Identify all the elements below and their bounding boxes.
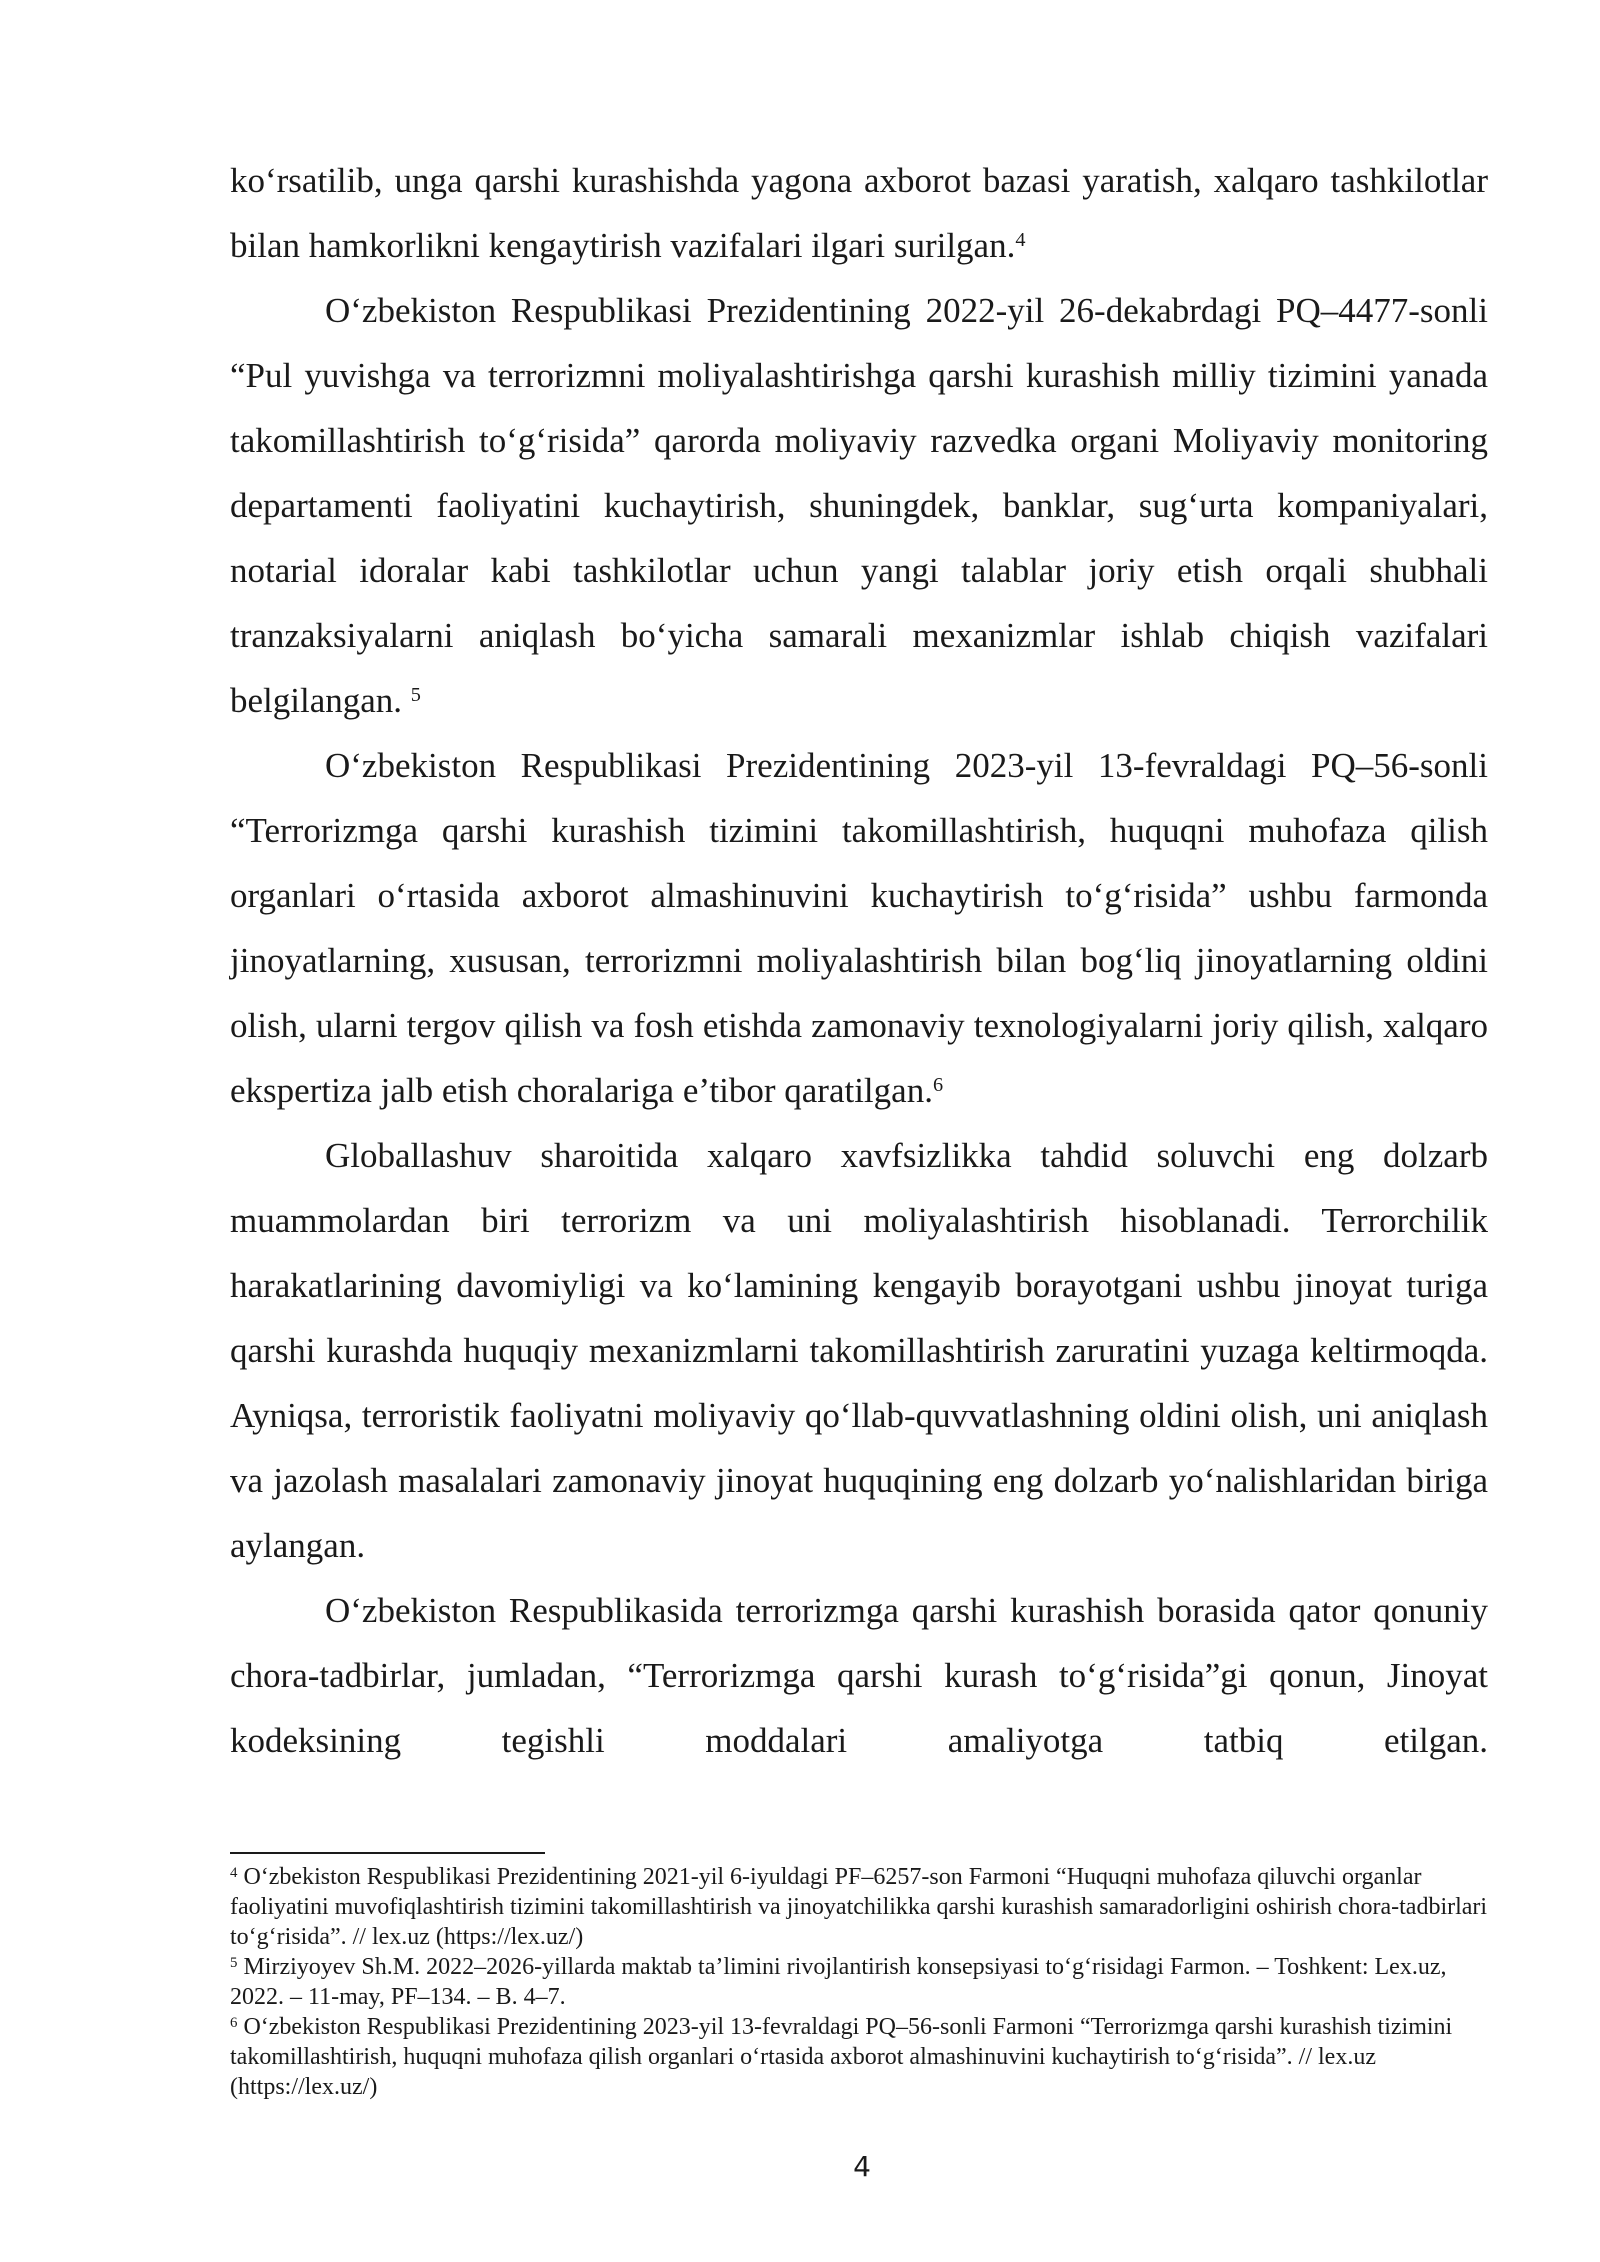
footnote-number: 5 xyxy=(230,1954,238,1971)
footnote-separator xyxy=(230,1852,545,1854)
footnote-text: O‘zbekiston Respublikasi Prezidentining 2023-yil 13-fevraldagi PQ–56-sonli Farmoni “Terrorizmga qarshi kurashish tizimini takomillashtirish, huquqni muhofaza qilish organlari o‘rtasida axborot almashinuvini kuchaytirish to‘g‘risida”. // lex.uz (https://lex.uz/) xyxy=(230,2014,1453,2100)
paragraph-5: O‘zbekiston Respublikasida terrorizmga qarshi kurashish borasida qator qonuniy chora-tadbirlar, jumladan, “Terrorizmga qarshi kurash to‘g‘risida”gi qonun, Jinoyat kodeksining tegishli moddalari amaliyotga tatbiq etilgan. xyxy=(230,1591,1488,1760)
footnote-5 xyxy=(230,1952,1488,2012)
footnote-text: Mirziyoyev Sh.M. 2022–2026-yillarda maktab ta’limini rivojlantirish konsepsiyasi to‘g‘risidagi Farmon. – Toshkent: Lex.uz, 2022. – 11-may, PF–134. – B. 4–7. xyxy=(230,1954,1447,2010)
footnote-4 xyxy=(230,1862,1488,1952)
footnotes xyxy=(230,1862,1488,2102)
paragraph-2: O‘zbekiston Respublikasi Prezidentining 2022-yil 26-dekabrdagi PQ–4477-sonli “Pul yuvishga va terrorizmni moliyalashtirishga qarshi kurashish milliy tizimini yanada takomillashtirish to‘g‘risida” qarorda moliyaviy razvedka organi Moliyaviy monitoring departamenti faoliyatini kuchaytirish, shuningdek, banklar, sug‘urta kompaniyalari, notarial idoralar kabi tashkilotlar uchun yangi talablar joriy etish orqali shubhali tranzaksiyalarni aniqlash bo‘yicha samarali mexanizmlar ishlab chiqish vazifalari belgilangan. $^5$ xyxy=(230,291,1488,720)
footnote-ref-4[interactable]: 4 xyxy=(1015,228,1026,251)
footnote-text: O‘zbekiston Respublikasi Prezidentining 2021-yil 6-iyuldagi PF–6257-son Farmoni “Huquqni muhofaza qiluvchi organlar faoliyatini muvofiqlashtirish tizimini takomillashtirish va jinoyatchilikka qarshi kurashish samaradorligini oshirish chora-tadbirlari to‘g‘risida”. // lex.uz (https://lex.uz/) xyxy=(230,1864,1488,1950)
paragraph-1: ko‘rsatilib, unga qarshi kurashishda yagona axborot bazasi yaratish, xalqaro tashkilotlar bilan hamkorlikni kengaytirish vazifalari ilgari surilgan.$^4$ xyxy=(230,161,1488,265)
paragraph-4: Globallashuv sharoitida xalqaro xavfsizlikka tahdid soluvchi eng dolzarb muammolardan biri terrorizm va uni moliyalashtirish hisoblanadi. Terrorchilik harakatlarining davomiyligi va ko‘lamining kengayib borayotgani ushbu jinoyat turiga qarshi kurashda huquqiy mexanizmlarni takomillashtirish zaruratini yuzaga keltirmoqda. Ayniqsa, terroristik faoliyatni moliyaviy qo‘llab-quvvatlashning oldini olish, uni aniqlash va jazolash masalalari zamonaviy jinoyat huquqining eng dolzarb yo‘nalishlaridan biriga aylangan. xyxy=(230,1136,1488,1565)
footnote-6 xyxy=(230,2012,1488,2102)
paragraph-3: O‘zbekiston Respublikasi Prezidentining 2023-yil 13-fevraldagi PQ–56-sonli “Terrorizmga qarshi kurashish tizimini takomillashtirish, huquqni muhofaza qilish organlari o‘rtasida axborot almashinuvini kuchaytirish to‘g‘risida” ushbu farmonda jinoyatlarning, xususan, terrorizmni moliyalashtirish bilan bog‘liq jinoyatlarning oldini olish, ularni tergov qilish va fosh etishda zamonaviy texnologiyalarni joriy qilish, xalqaro ekspertiza jalb etish choralariga e’tibor qaratilgan.$^6$ xyxy=(230,746,1488,1110)
main-text xyxy=(230,148,1488,1773)
footnote-number: 6 xyxy=(230,2014,238,2031)
footnote-ref-6[interactable]: 6 xyxy=(932,1073,944,1096)
footnote-number: 4 xyxy=(230,1864,238,1881)
footnote-ref-5[interactable]: 5 xyxy=(410,683,421,706)
page-number: 4 xyxy=(853,2150,871,2183)
